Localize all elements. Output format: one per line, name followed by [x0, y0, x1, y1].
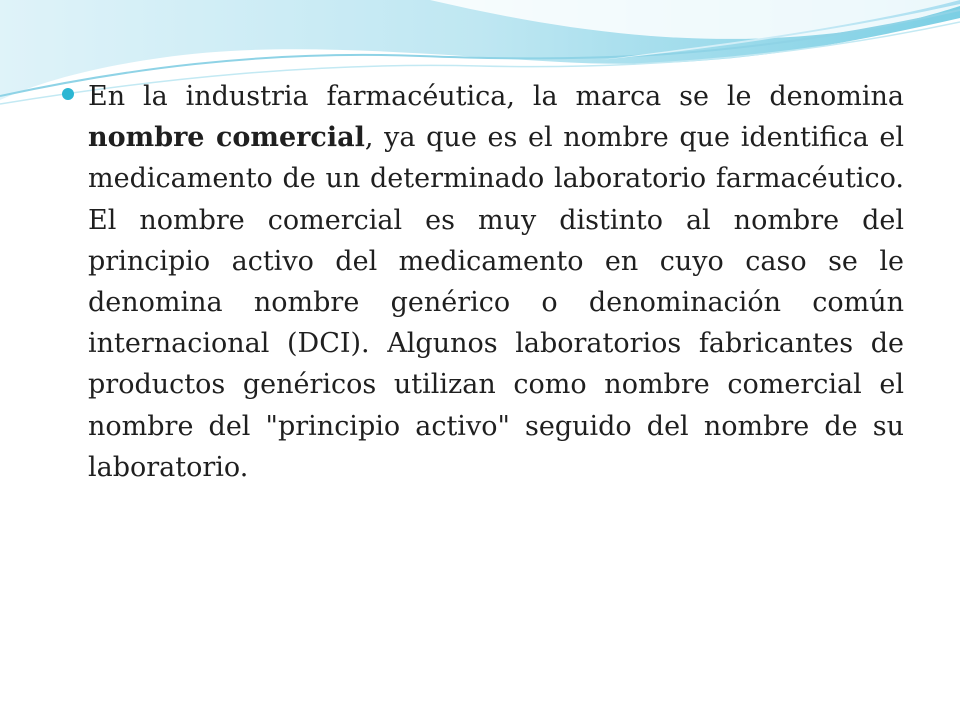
bullet-paragraph	[88, 76, 904, 488]
bullet-item	[62, 76, 904, 488]
text-after-bold: , ya que es el nombre que identifica el medicamento de un determinado laboratorio farmacéutico. El nombre comercial es muy distinto al nombre del principio activo del medicamento en cuyo caso se le denomina nombre genérico o denominación común internacional (DCI). Algunos laboratorios fabricantes de productos genéricos utilizan como nombre comercial el nombre del "principio activo" seguido del nombre de su laboratorio.	[88, 122, 904, 483]
text-before-bold: En la industria farmacéutica, la marca se le denomina	[88, 81, 904, 112]
content-area	[62, 76, 904, 488]
bullet-dot-icon	[62, 88, 74, 100]
bold-term: nombre comercial	[88, 122, 365, 154]
